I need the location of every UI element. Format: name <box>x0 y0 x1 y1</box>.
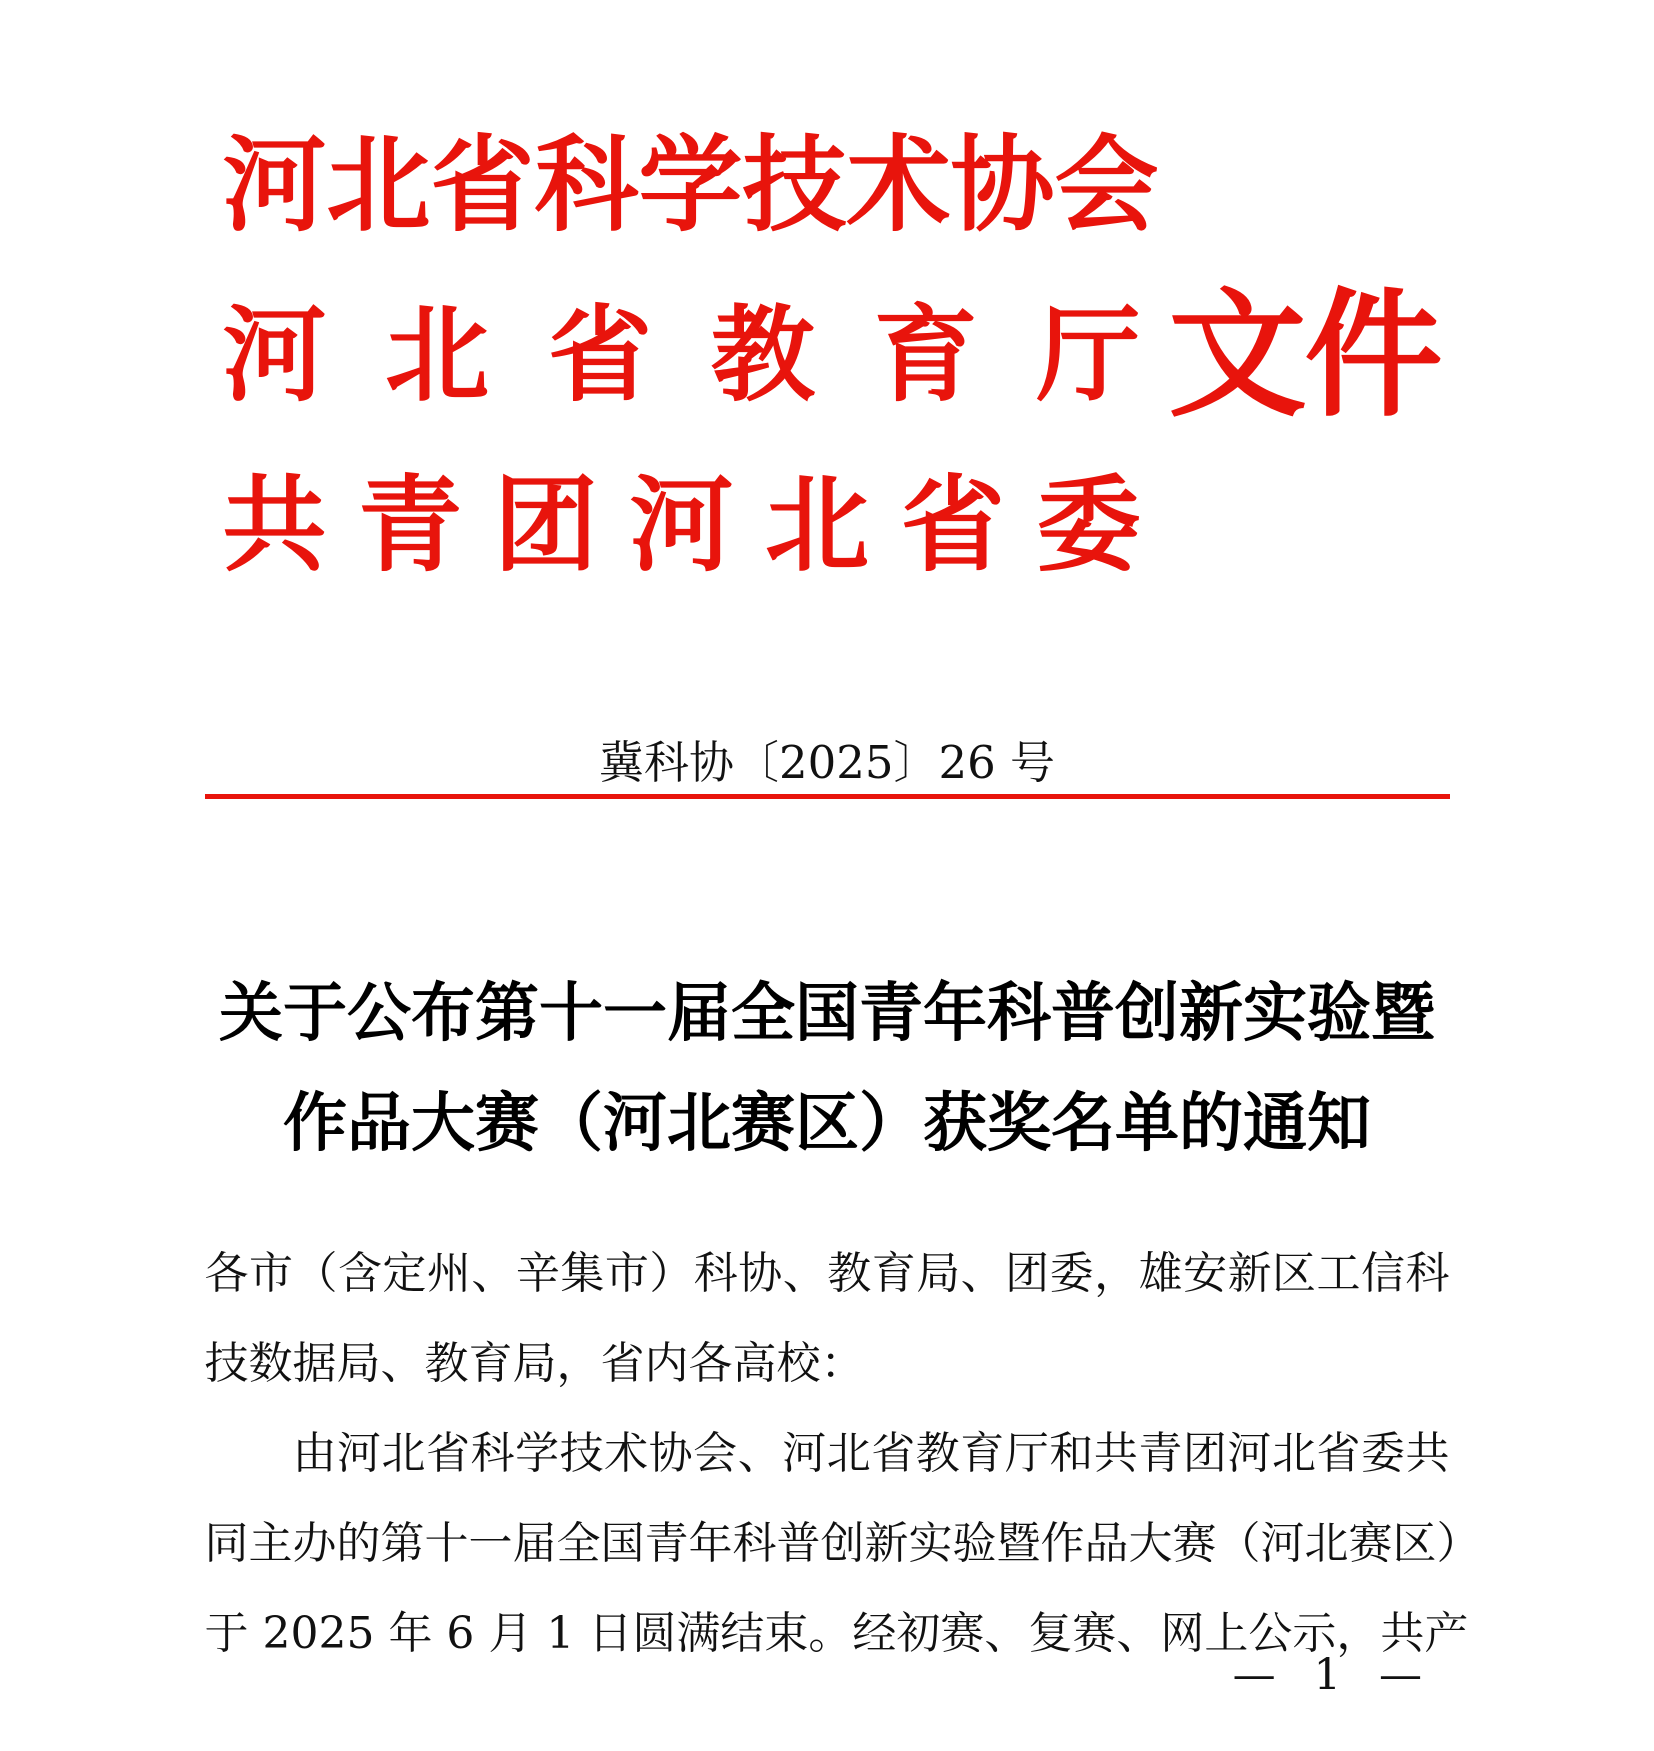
page-number-dash-right: — <box>1379 1650 1422 1700</box>
page-number-footer <box>1232 1650 1422 1700</box>
issuing-org-line-3: 共青团河北省委 <box>222 463 1141 586</box>
body-line-salutation-2: 技数据局、教育局，省内各高校： <box>204 1338 865 1389</box>
body-line-salutation-1: 各市（含定州、辛集市）科协、教育局、团委，雄安新区工信科 <box>204 1248 1450 1299</box>
document-title <box>205 959 1450 1179</box>
body-line-paragraph-1: 由河北省科学技术协会、河北省教育厅和共青团河北省委共 <box>292 1428 1450 1479</box>
document-number: 冀科协〔2025〕26 号 <box>598 736 1056 789</box>
issuing-org-list <box>222 100 1159 610</box>
document-content-column <box>204 100 1481 1679</box>
document-type-label: 文件 <box>1168 273 1441 436</box>
body-line-paragraph-2: 同主办的第十一届全国青年科普创新实验暨作品大赛（河北赛区） <box>204 1518 1481 1569</box>
document-body <box>204 1229 1481 1679</box>
issuing-org-line-1: 河北省科学技术协会 <box>222 123 1159 246</box>
page-number-dash-left: — <box>1232 1650 1276 1700</box>
red-separator-rule <box>205 794 1450 799</box>
body-line-paragraph-3: 于 2025 年 6 月 1 日圆满结束。经初赛、复赛、网上公示，共产 <box>204 1608 1469 1659</box>
page-number-value: 1 <box>1313 1650 1341 1700</box>
document-title-line-1: 关于公布第十一届全国青年科普创新实验暨 <box>219 976 1435 1051</box>
red-letterhead <box>205 100 1450 610</box>
document-title-line-2: 作品大赛（河北赛区）获奖名单的通知 <box>283 1086 1371 1161</box>
issuing-org-line-2: 河北省教育厅 <box>222 293 1141 416</box>
